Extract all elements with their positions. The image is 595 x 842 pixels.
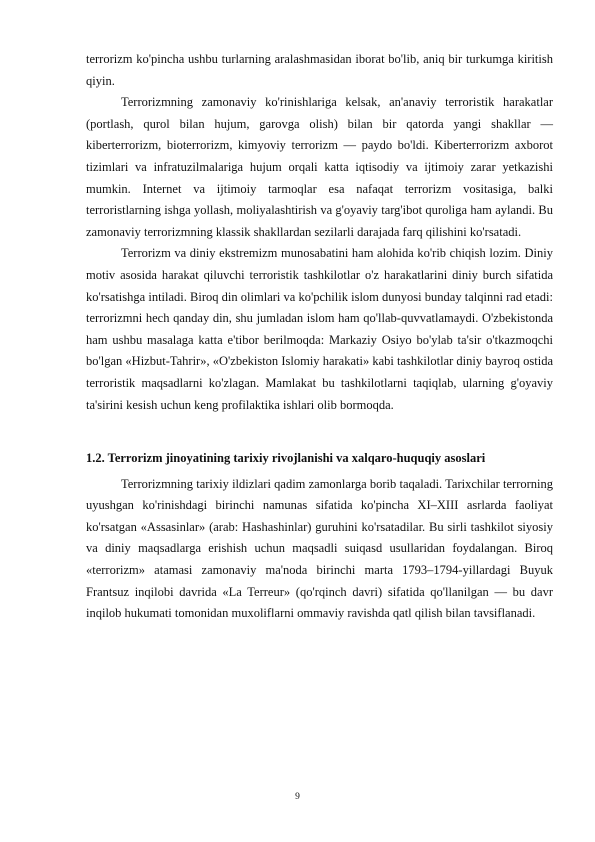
paragraph-religious-extremism: Terrorizm va diniy ekstremizm munosabatini ham alohida ko'rib chiqish lozim. Diniy motiv asosida harakat qiluvchi terroristik tashkilotlar o'z harakatlarini diniy burch sifatida ko'rsatishga intiladi. Biroq din olimlari va ko'pchilik islom dunyosi bunday talqinni rad etadi: terrorizmni hech qanday din, shu jumladan islom ham qo'llab-quvvatlamaydi. O'zbekistonda ham ushbu masalaga katta e'tibor berilmoqda: Markaziy Osiyo bo'ylab ta'sir o'tkazmoqchi bo'lgan «Hizbut-Tahrir», «O'zbekiston Islomiy harakati» kabi tashkilotlar diniy bayroq ostida terroristik maqsadlarni ko'zlagan. Mamlakat bu tashkilotlarni taqiqlab, ularning g'oyaviy ta'sirini kesish uchun keng profilaktika ishlari olib bormoqda. <box>86 246 553 412</box>
page-number: 9 <box>295 792 300 802</box>
document-page <box>86 49 553 625</box>
section-heading: 1.2. Terrorizm jinoyatining tarixiy rivojlanishi va xalqaro-huquqiy asoslari <box>86 451 486 466</box>
paragraph-modern-forms: Terrorizmning zamonaviy ko'rinishlariga kelsak, an'anaviy terroristik harakatlar (portlash, qurol bilan hujum, garovga olish) bilan bir qatorda yangi shakllar — kiberterrorizm, bioterrorizm, kimyoviy terrorizm — paydo bo'ldi. Kiberterrorizm axborot tizimlari va infratuzilmalariga hujum orqali katta iqtisodiy va ijtimoiy zarar yetkazishi mumkin. Internet va ijtimoiy tarmoqlar esa nafaqat terrorizm vositasiga, balki terroristlarning ishga yollash, moliyalashtirish va g'oyaviy targ'ibot quroliga ham aylandi. Bu zamonaviy terrorizmning klassik shakllardan sezilarli darajada farq qilishini ko'rsatadi. <box>86 95 553 239</box>
paragraph-historical-roots: Terrorizmning tarixiy ildizlari qadim zamonlarga borib taqaladi. Tarixchilar terrorning uyushgan ko'rinishdagi birinchi namunas sifatida ko'pincha XI–XIII asrlarda faoliyat ko'rsatgan «Assasinlar» (arab: Hashashinlar) guruhini ko'rsatadilar. Bu sirli tashkilot siyosiy va diniy maqsadlarga erishish uchun maqsadli suiqasd usullaridan foydalangan. Biroq «terrorizm» atamasi zamonaviy ma'noda birinchi marta 1793–1794-yillardagi Buyuk Frantsuz inqilobi davrida «La Terreur» (qo'rqinch davri) sifatida qo'llanilgan — bu davr inqilob hukumati tomonidan muxoliflarni ommaviy ravishda qatl qilish bilan tavsiflanadi. <box>86 476 553 621</box>
paragraph-continuation: terrorizm ko'pincha ushbu turlarning aralashmasidan iborat bo'lib, aniq bir turkumga kiritish qiyin. <box>86 52 553 88</box>
